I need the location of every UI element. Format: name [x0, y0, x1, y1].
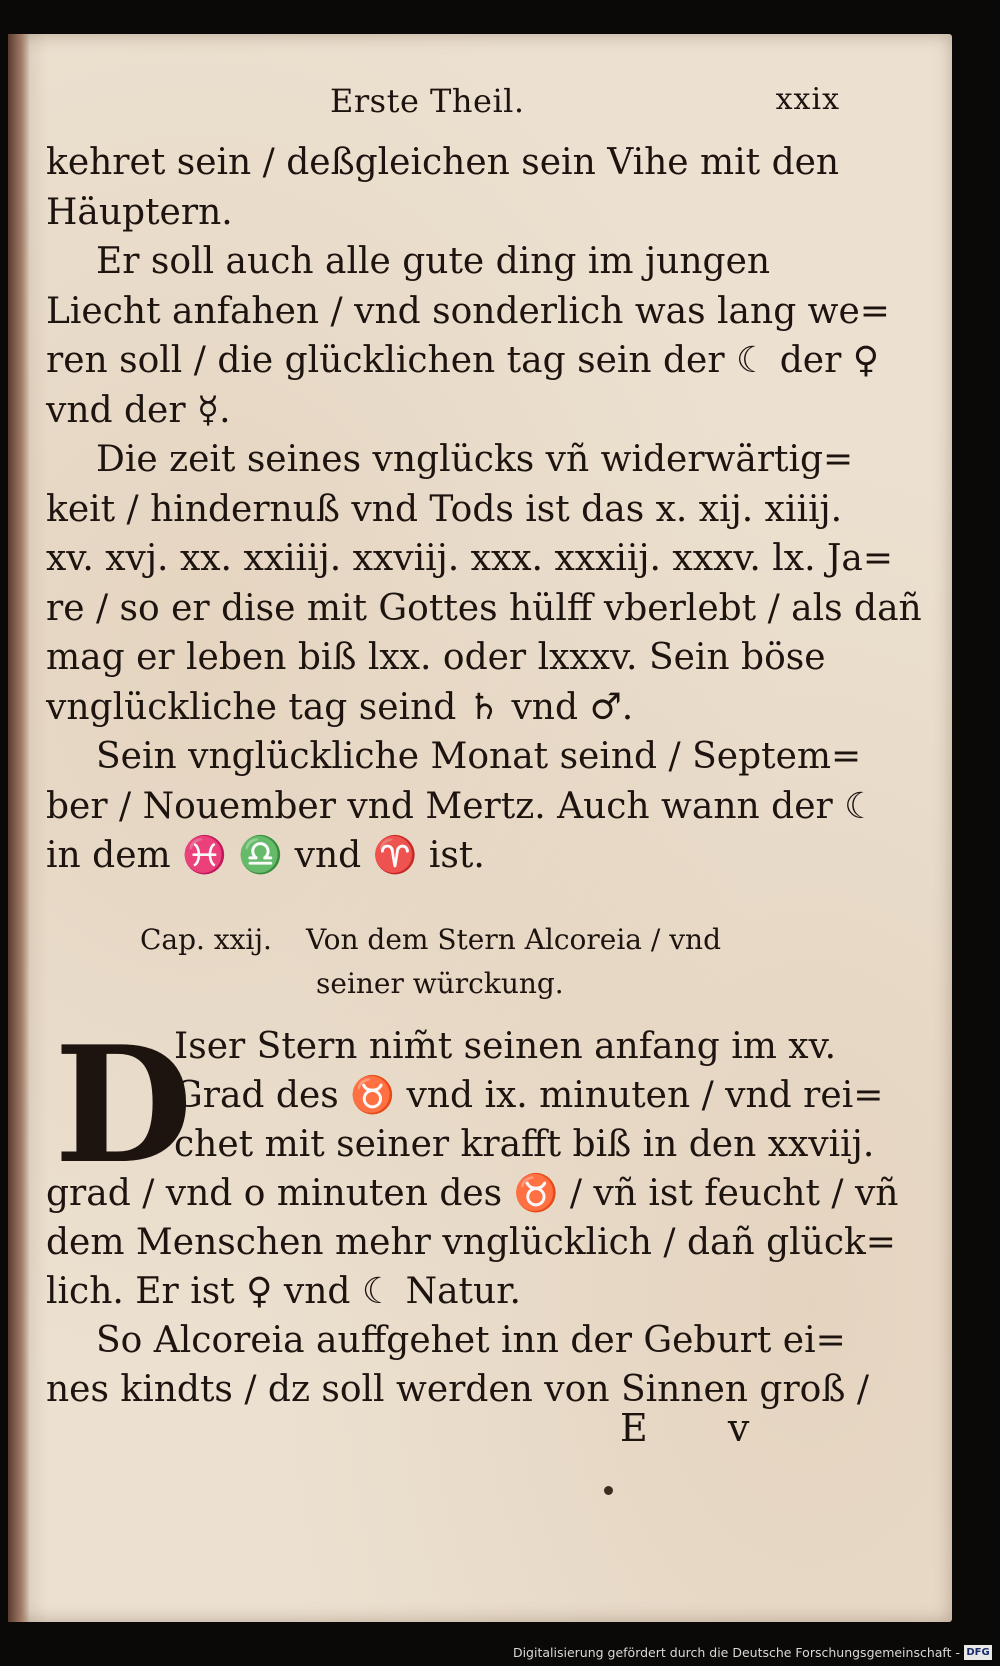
text-line: chet mit seiner krafft biß in den xxviij. — [174, 1124, 875, 1165]
folio-number: xxix — [775, 82, 840, 117]
digitization-footer — [0, 1632, 1000, 1666]
text-line: kehret sein / deßgleichen sein Vihe mit den — [46, 142, 840, 183]
text-line: mag er leben biß lxx. oder lxxxv. Sein böse — [46, 637, 826, 678]
page-header — [60, 72, 840, 128]
text-line: Sein vnglückliche Monat seind / Septem= — [96, 736, 862, 777]
text-line: Grad des ♉ vnd ix. minuten / vnd rei= — [174, 1075, 884, 1116]
running-title: Erste Theil. — [330, 82, 525, 120]
text-line: nes kindts / dz soll werden von Sinnen groß / — [46, 1369, 869, 1410]
text-line: re / so er dise mit Gottes hülff vberlebt / als dañ — [46, 587, 922, 629]
text-line: Iser Stern nim̃t seinen anfang im xv. — [174, 1026, 837, 1067]
page-gutter — [8, 34, 30, 1622]
text-line: Er soll auch alle gute ding im jungen — [96, 241, 771, 282]
text-line: keit / hindernuß vnd Tods ist das x. xij. xiiij. — [46, 488, 843, 530]
dfg-logo-icon: DFG — [964, 1645, 992, 1660]
body-text — [46, 138, 922, 881]
text-line: in dem ♓ ♎ vnd ♈ ist. — [46, 835, 485, 876]
text-line: grad / vnd o minuten des ♉ / vñ ist feucht / vñ — [46, 1173, 899, 1214]
text-line: vnglückliche tag seind ♄ vnd ♂. — [46, 686, 634, 728]
ink-spot — [604, 1486, 613, 1495]
chapter-number: Cap. xxij. — [140, 923, 272, 956]
text-line: xv. xvj. xx. xxiiij. xxviij. xxx. xxxiij. xxxv. lx. Ja= — [46, 538, 894, 579]
text-line: Liecht anfahen / vnd sonderlich was lang we= — [46, 290, 890, 332]
text-line: Häuptern. — [46, 191, 233, 233]
drop-capital: D — [54, 1011, 193, 1199]
chapter-title: Von dem Stern Alcoreia / vnd — [305, 923, 722, 956]
chapter-body-text — [46, 1011, 899, 1414]
text-line: ren soll / die glücklichen tag sein der ☾ der ♀ — [46, 340, 880, 381]
text-line: ber / Nouember vnd Mertz. Auch wann der ☾ — [46, 785, 877, 827]
text-line: lich. Er ist ♀ vnd ☾ Natur. — [46, 1271, 521, 1312]
signature-mark: E v — [620, 1406, 784, 1450]
text-line: So Alcoreia auffgehet inn der Geburt ei= — [96, 1320, 846, 1361]
funding-credit: Digitalisierung gefördert durch die Deutsche Forschungsgemeinschaft - — [512, 1645, 960, 1660]
chapter-title-continued: seiner würckung. — [316, 967, 564, 1000]
text-line: Die zeit seines vnglücks vñ widerwärtig= — [96, 439, 854, 480]
chapter-heading — [140, 918, 840, 1006]
text-line: dem Menschen mehr vnglücklich / dañ glück= — [46, 1222, 896, 1263]
text-line: vnd der ☿. — [46, 389, 231, 431]
